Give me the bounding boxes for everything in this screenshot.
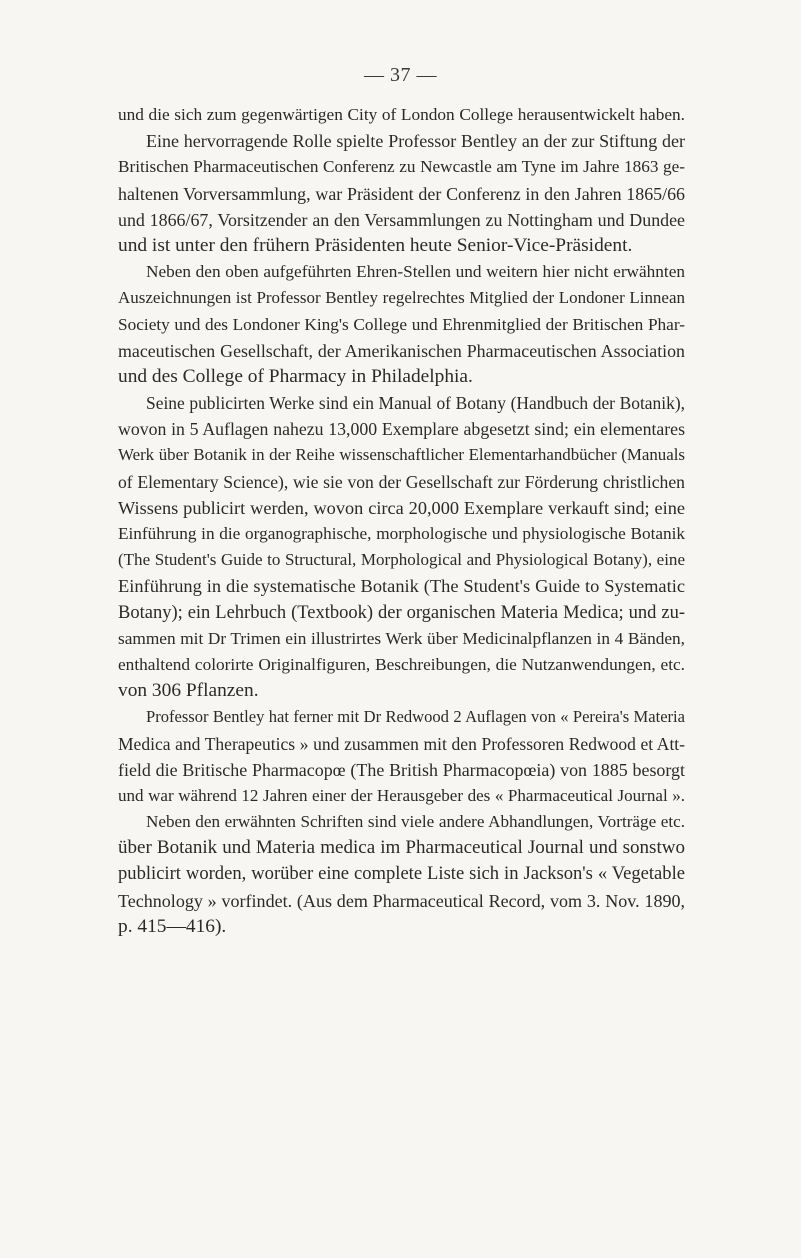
text-line: Einführung in die organographische, morphologische und physiologische Botanik xyxy=(118,524,685,543)
text-line: Werk über Botanik in der Reihe wissenschaftlicher Elementarhandbücher (Manuals xyxy=(118,445,685,465)
text-line: sammen mit Dr Trimen ein illustrirtes Werk über Medicinalpflanzen in 4 Bänden, xyxy=(118,628,685,648)
text-line: über Botanik und Materia medica im Pharmaceutical Journal und sonstwo xyxy=(118,837,685,859)
text-line: von 306 Pflanzen. xyxy=(118,680,259,702)
text-line: Wissens publicirt werden, wovon circa 20,000 Exemplare verkauft sind; eine xyxy=(118,497,685,518)
text-line: Einführung in die systematische Botanik (The Student's Guide to Systematic xyxy=(118,576,685,597)
text-line: Auszeichnungen ist Professor Bentley regelrechtes Mitglied der Londoner Linnean xyxy=(118,288,685,308)
text-line: field die Britische Pharmacopœ (The British Pharmacopœia) von 1885 besorgt xyxy=(118,759,685,780)
text-line: p. 415—416). xyxy=(118,915,227,937)
text-line: und des College of Pharmacy in Philadelphia. xyxy=(118,365,473,387)
page-number: — 37 — xyxy=(364,64,437,86)
body-text xyxy=(118,102,685,940)
text-line: of Elementary Science), wie sie von der Gesellschaft zur Förderung christlichen xyxy=(118,471,685,492)
text-line: Eine hervorragende Rolle spielte Professor Bentley an der zur Stiftung der xyxy=(146,131,685,152)
text-line: (The Student's Guide to Structural, Morphological and Physiological Botany), eine xyxy=(118,550,685,570)
text-line: Britischen Pharmaceutischen Conferenz zu Newcastle am Tyne im Jahre 1863 ge- xyxy=(118,157,685,177)
text-line: Seine publicirten Werke sind ein Manual of Botany (Handbuch der Botanik), xyxy=(146,393,685,414)
text-line: publicirt worden, worüber eine complete Liste sich in Jackson's « Vegetable xyxy=(118,863,685,885)
text-line: wovon in 5 Auflagen nahezu 13,000 Exemplare abgesetzt sind; ein elementares xyxy=(118,419,685,440)
text-line: Botany); ein Lehrbuch (Textbook) der organischen Materia Medica; und zu- xyxy=(118,602,685,623)
text-line: Technology » vorfindet. (Aus dem Pharmaceutical Record, vom 3. Nov. 1890, xyxy=(118,890,685,911)
text-line: maceutischen Gesellschaft, der Amerikanischen Pharmaceutischen Association xyxy=(118,340,685,361)
text-line: und war während 12 Jahren einer der Herausgeber des « Pharmaceutical Journal ». xyxy=(118,785,685,805)
text-line: Society und des Londoner King's College und Ehrenmitglied der Britischen Phar- xyxy=(118,314,685,334)
text-line: und ist unter den frühern Präsidenten heute Senior-Vice-Präsident. xyxy=(118,234,633,256)
text-line: und 1866/67, Vorsitzender an den Versammlungen zu Nottingham und Dundee xyxy=(118,209,685,230)
text-line: und die sich zum gegenwärtigen City of London College herausentwickelt haben. xyxy=(118,105,685,124)
text-line: Neben den oben aufgeführten Ehren-Stellen und weitern hier nicht erwähnten xyxy=(146,262,685,282)
text-line: haltenen Vorversammlung, war Präsident der Conferenz in den Jahren 1865/66 xyxy=(118,183,685,204)
text-line: Medica and Therapeutics » und zusammen mit den Professoren Redwood et Att- xyxy=(118,733,685,754)
text-line: Neben den erwähnten Schriften sind viele andere Abhandlungen, Vorträge etc. xyxy=(146,812,685,832)
text-line: Professor Bentley hat ferner mit Dr Redwood 2 Auflagen von « Pereira's Materia xyxy=(146,707,685,727)
text-line: enthaltend colorirte Originalfiguren, Beschreibungen, die Nutzanwendungen, etc. xyxy=(118,654,685,674)
